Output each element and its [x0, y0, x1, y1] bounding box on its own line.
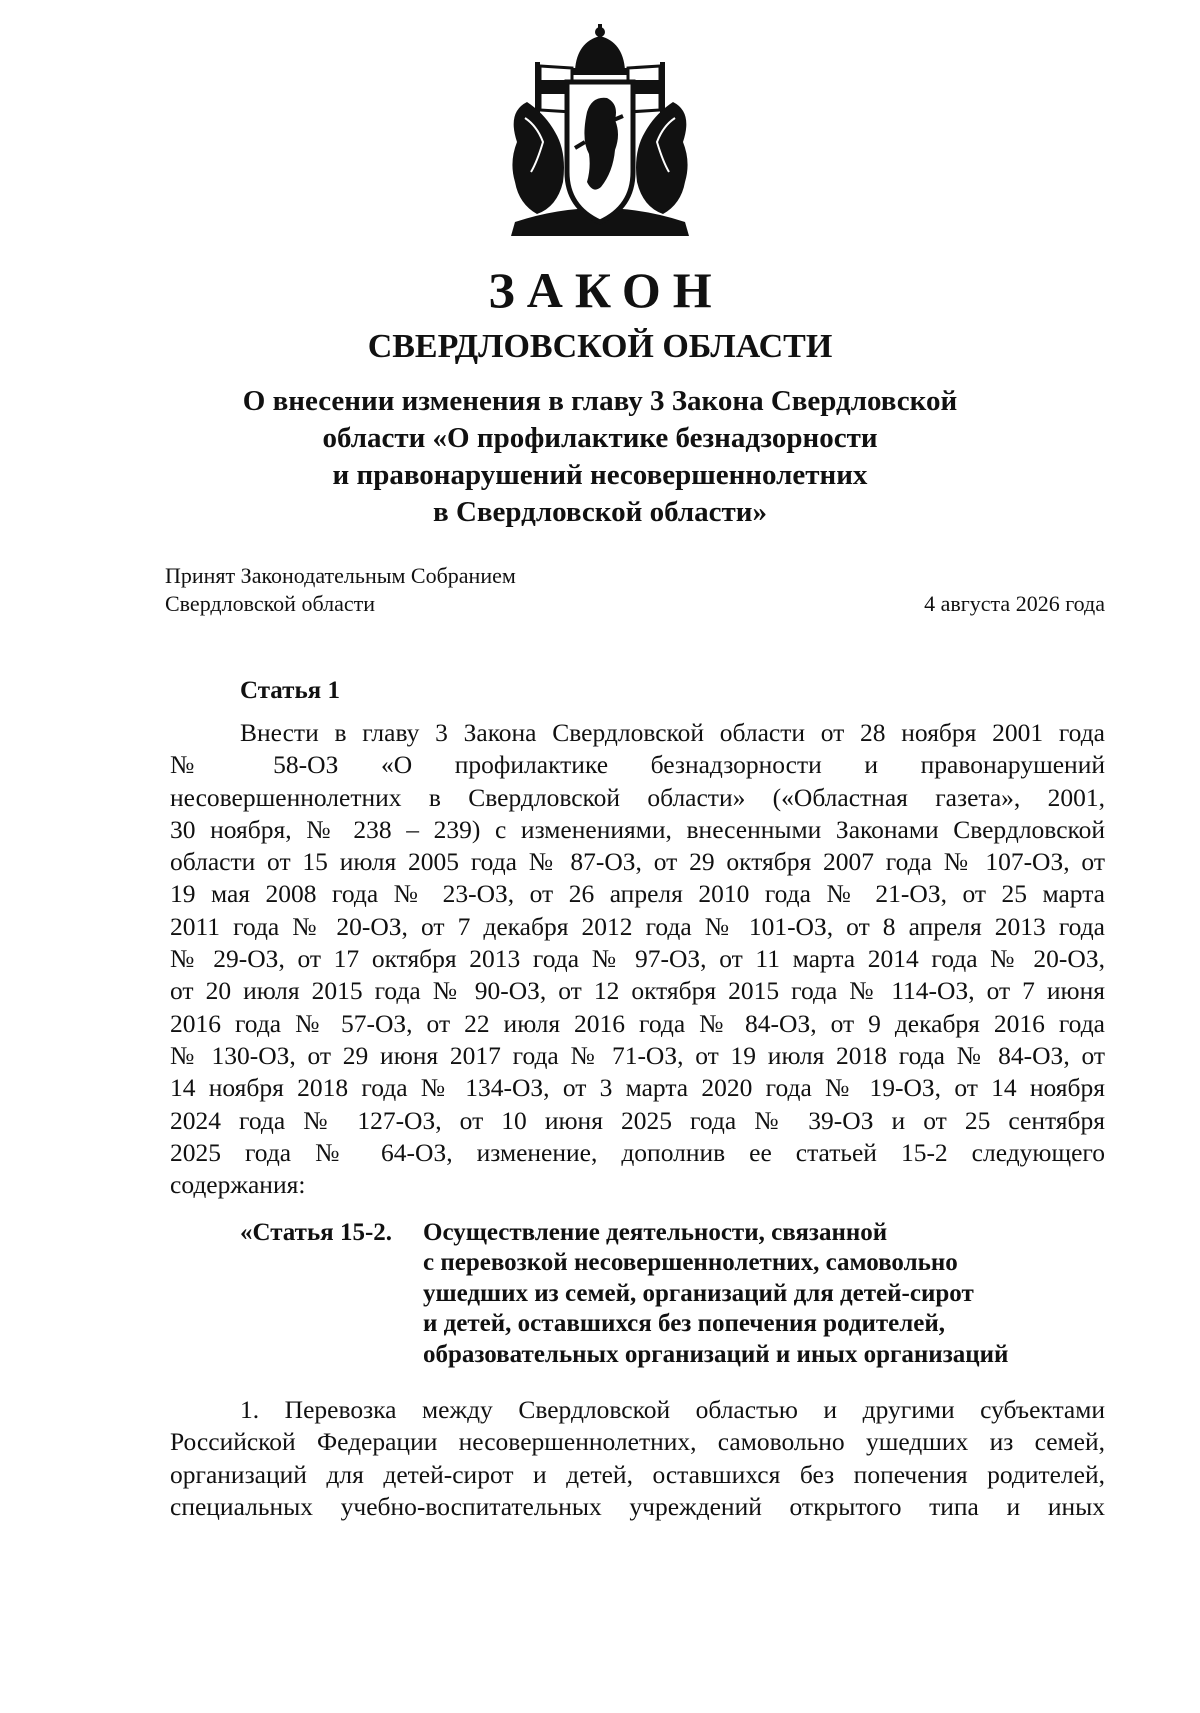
- text-line: 2025 года № 64-ОЗ, изменение, дополнив ее статьей 15-2 следующего: [170, 1137, 1105, 1167]
- text-line: несовершеннолетних в Свердловской области» («Областная газета», 2001,: [170, 782, 1105, 812]
- article-15-2-title-line: и детей, оставшихся без попечения родителей,: [423, 1310, 946, 1338]
- text-line: Российской Федерации несовершеннолетних, самовольно ушедших из семей,: [170, 1427, 1105, 1457]
- adoption-block: [165, 562, 1105, 618]
- adopted-by-line: Принят Законодательным Собранием: [165, 563, 516, 588]
- text-line: специальных учебно-воспитательных учреждений открытого типа и иных: [170, 1491, 1105, 1521]
- text-line: 2011 года № 20-ОЗ, от 7 декабря 2012 года № 101-ОЗ, от 8 апреля 2013 года: [170, 911, 1105, 941]
- document-subtitle: СВЕРДЛОВСКОЙ ОБЛАСТИ: [367, 328, 833, 365]
- law-title-line: и правонарушений несовершеннолетних: [332, 459, 868, 491]
- law-title-line: в Свердловской области»: [433, 496, 767, 528]
- text-line: от 20 июля 2015 года № 90-ОЗ, от 12 октября 2015 года № 114-ОЗ, от 7 июня: [170, 976, 1105, 1006]
- text-line: организаций для детей-сирот и детей, оставшихся без попечения родителей,: [170, 1459, 1105, 1489]
- text-line: 1. Перевозка между Свердловской областью и другими субъектами: [240, 1395, 1105, 1424]
- text-line: содержания:: [170, 1170, 306, 1200]
- text-line: № 29-ОЗ, от 17 октября 2013 года № 97-ОЗ, от 11 марта 2014 года № 20-ОЗ,: [170, 944, 1105, 974]
- law-title: [180, 383, 1020, 531]
- article-1-text: [170, 717, 1105, 1201]
- text-line: № 58-ОЗ «О профилактике безнадзорности и правонарушений: [170, 750, 1105, 780]
- point-1-text: [170, 1394, 1105, 1523]
- adoption-date: 4 августа 2026 года: [924, 591, 1105, 616]
- law-title-line: области «О профилактике безнадзорности: [322, 422, 878, 454]
- article-15-2-number: «Статья 15-2.: [240, 1219, 393, 1246]
- article-15-2-title-line: Осуществление деятельности, связанной: [423, 1219, 888, 1246]
- article-15-2-title-line: с перевозкой несовершеннолетних, самовольно: [423, 1249, 958, 1277]
- text-line: 14 ноября 2018 года № 134-ОЗ, от 3 марта 2020 года № 19-ОЗ, от 14 ноября: [170, 1073, 1105, 1103]
- coat-of-arms-emblem-icon: [497, 22, 703, 238]
- text-line: 2024 года № 127-ОЗ, от 10 июня 2025 года № 39-ОЗ и от 25 сентября: [170, 1105, 1105, 1135]
- text-line: Внести в главу 3 Закона Свердловской области от 28 ноября 2001 года: [240, 718, 1105, 747]
- law-title-line: О внесении изменения в главу 3 Закона Свердловской: [242, 385, 958, 417]
- text-line: 2016 года № 57-ОЗ, от 22 июля 2016 года № 84-ОЗ, от 9 декабря 2016 года: [170, 1008, 1105, 1038]
- document-title: ЗАКОН: [488, 262, 724, 318]
- text-line: 19 мая 2008 года № 23-ОЗ, от 26 апреля 2010 года № 21-ОЗ, от 25 марта: [170, 879, 1105, 909]
- adopted-by-line: Свердловской области: [165, 591, 375, 616]
- article-15-2-title: [423, 1218, 1123, 1370]
- text-line: области от 15 июля 2005 года № 87-ОЗ, от 29 октября 2007 года № 107-ОЗ, от: [170, 847, 1105, 877]
- article-15-2-title-line: образовательных организаций и иных организаций: [423, 1340, 1009, 1368]
- text-line: № 130-ОЗ, от 29 июня 2017 года № 71-ОЗ, от 19 июля 2018 года № 84-ОЗ, от: [170, 1040, 1105, 1070]
- article-1-heading: Статья 1: [240, 677, 340, 704]
- article-15-2-title-line: ушедших из семей, организаций для детей-сирот: [423, 1279, 974, 1307]
- text-line: 30 ноября, № 238 – 239) с изменениями, внесенными Законами Свердловской: [170, 814, 1105, 844]
